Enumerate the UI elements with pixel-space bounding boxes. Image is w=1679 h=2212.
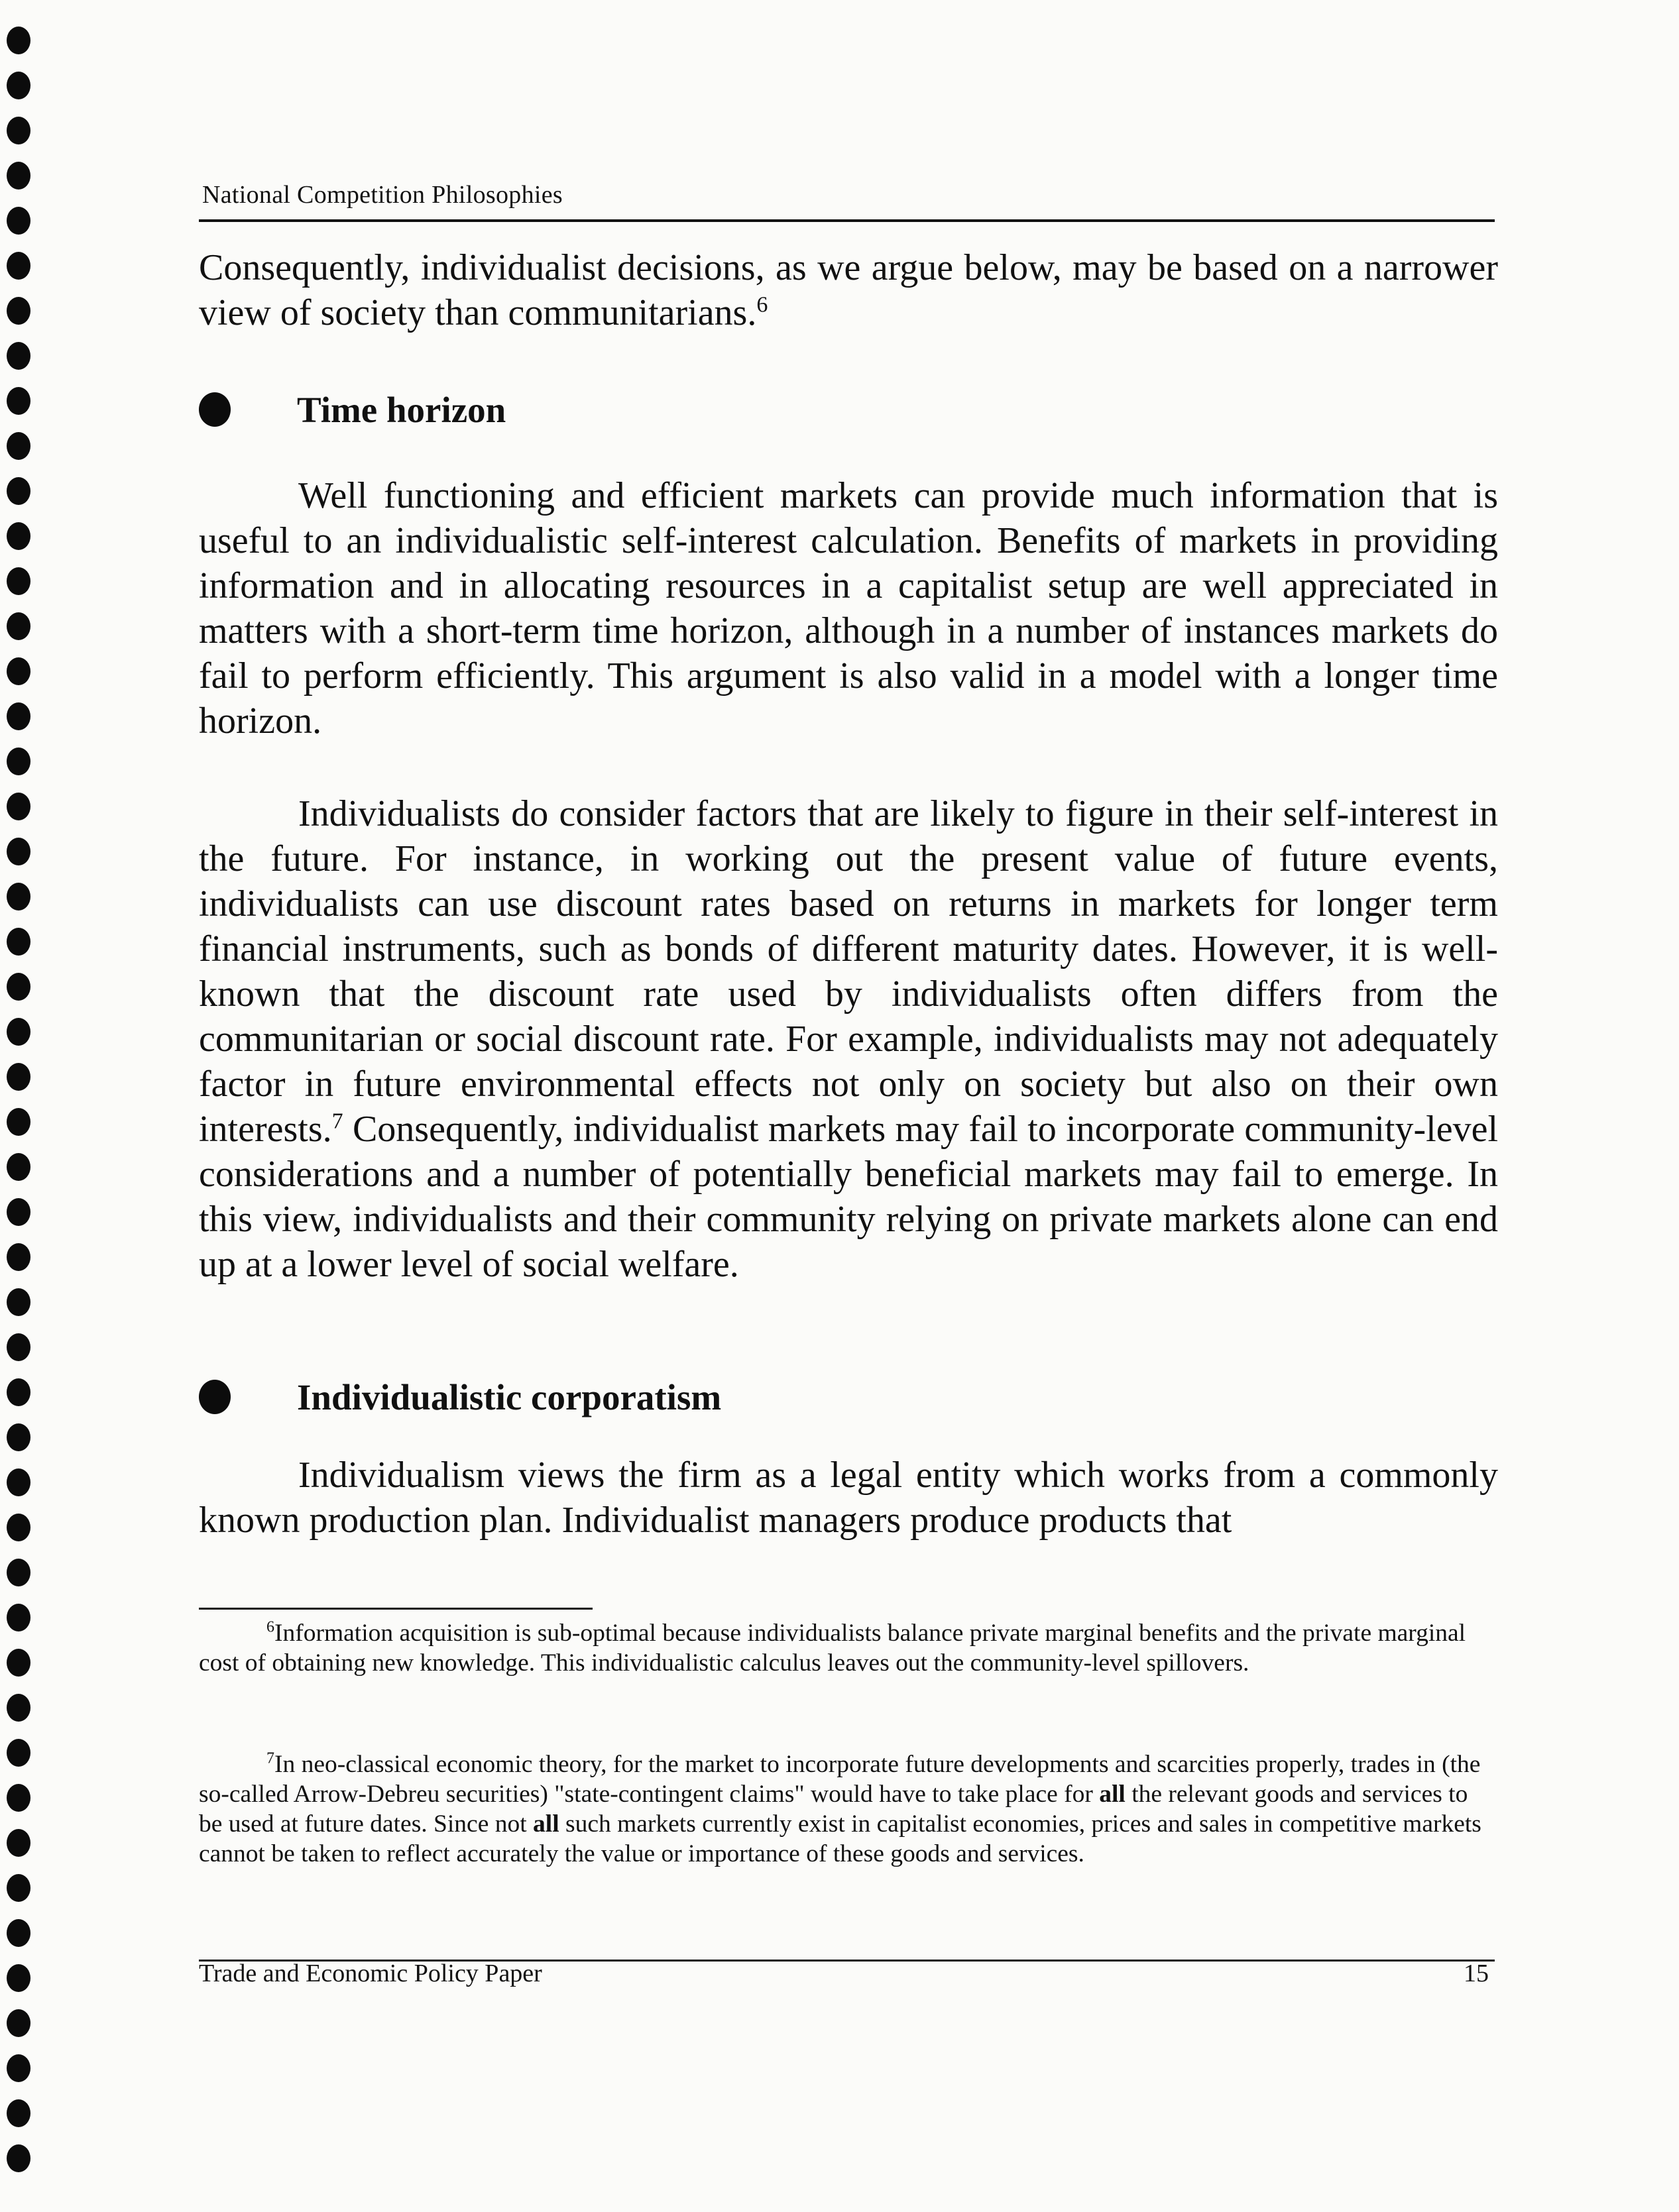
footnote-text: such markets currently exist in capitalist economies, prices and sales in competitive markets cannot be taken to reflect accurately the value or importance of these goods and services. [199, 1810, 1481, 1867]
binding-hole [7, 1153, 30, 1181]
section-title: Individualistic corporatism [297, 1376, 722, 1417]
binding-hole [7, 432, 30, 460]
binding-hole [7, 297, 30, 325]
binding-hole [7, 747, 30, 775]
binding-hole [7, 1694, 30, 1722]
binding-hole [7, 793, 30, 820]
bullet-icon [199, 392, 231, 427]
running-header: National Competition Philosophies [202, 181, 563, 209]
binding-hole [7, 342, 30, 370]
footnote-emphasis: all [1099, 1781, 1126, 1808]
footnote-mark: 7 [266, 1749, 274, 1767]
footer-publication: Trade and Economic Policy Paper [199, 1960, 542, 1987]
paragraph-text: Consequently, individualist markets may fail to incorporate community-level considerations and a number of potentially beneficial markets may fail to emerge. In this view, individualists and their community relying on private markets alone can end up at a lower level of social welfare. [199, 1109, 1498, 1285]
binding-hole [7, 1468, 30, 1496]
binding-hole [7, 973, 30, 1001]
binding-hole [7, 1604, 30, 1631]
binding-hole [7, 117, 30, 144]
binding-hole [7, 612, 30, 640]
footnote-emphasis: all [533, 1810, 559, 1838]
binding-hole [7, 162, 30, 190]
footnote-mark: 6 [266, 1618, 274, 1636]
binding-hole [7, 928, 30, 956]
footnote-text: Information acquisition is sub-optimal because individualists balance private marginal benefits and the private marginal cost of obtaining new knowledge. This individualistic calculus leaves out the community-level spillovers. [199, 1620, 1466, 1677]
binding-hole [7, 838, 30, 865]
binding-holes [0, 27, 42, 2200]
footnote-text: In neo-classical economic theory, for the market to incorporate future developments and scarcities properly, trades in (the so-called Arrow-Debreu securities) "state-contingent claims" would have to take place for [199, 1751, 1481, 1808]
binding-hole [7, 2144, 30, 2172]
binding-hole [7, 477, 30, 505]
footnote-ref-7: 7 [331, 1109, 343, 1134]
binding-hole [7, 567, 30, 595]
intro-text: Consequently, individualist decisions, as we argue below, may be based on a narrower view of society than communitarians. [199, 247, 1498, 333]
binding-hole [7, 702, 30, 730]
section-heading-time-horizon [199, 386, 506, 433]
footnote-text: the relevant goods and services to be used at future dates. Since not [199, 1781, 1468, 1838]
bullet-icon [199, 1380, 231, 1414]
footnote-separator [199, 1608, 593, 1610]
binding-hole [7, 207, 30, 235]
binding-hole [7, 1964, 30, 1992]
binding-hole [7, 27, 30, 54]
binding-hole [7, 1018, 30, 1046]
paragraph-discount-rates [199, 791, 1498, 1287]
binding-hole [7, 1423, 30, 1451]
binding-hole [7, 1514, 30, 1541]
paragraph-markets: Well functioning and efficient markets can provide much information that is useful to an individualistic self-interest calculation. Benefits of markets in providing information and in allocating resources in a capitalist setup are well appreciated in matters with a short-term time horizon, although in a number of instances markets do fail to perform efficiently. This argument is also valid in a model with a longer time horizon. [199, 475, 1498, 742]
binding-hole [7, 883, 30, 911]
binding-hole [7, 2054, 30, 2082]
binding-hole [7, 1108, 30, 1136]
binding-hole [7, 1784, 30, 1812]
binding-hole [7, 1198, 30, 1226]
section-heading-individualistic-corporatism [199, 1374, 721, 1420]
binding-hole [7, 2099, 30, 2127]
binding-hole [7, 1739, 30, 1767]
footnote-7 [199, 1749, 1481, 1869]
paragraph-firm: Individualism views the firm as a legal entity which works from a commonly known production plan. Individualist managers produce products that [199, 1455, 1498, 1541]
footnote-ref-6: 6 [756, 292, 768, 317]
binding-hole [7, 1559, 30, 1586]
binding-hole [7, 1649, 30, 1677]
intro-paragraph [199, 245, 1498, 335]
binding-hole [7, 1288, 30, 1316]
binding-hole [7, 72, 30, 99]
page-number: 15 [1464, 1960, 1489, 1987]
section-title: Time horizon [297, 389, 506, 430]
binding-hole [7, 1874, 30, 1902]
binding-hole [7, 387, 30, 415]
footnote-6 [199, 1618, 1481, 1678]
binding-hole [7, 1333, 30, 1361]
binding-hole [7, 522, 30, 550]
binding-hole [7, 657, 30, 685]
binding-hole [7, 2009, 30, 2037]
header-rule [199, 219, 1495, 222]
binding-hole [7, 1378, 30, 1406]
binding-hole [7, 1919, 30, 1947]
binding-hole [7, 252, 30, 280]
binding-hole [7, 1063, 30, 1091]
binding-hole [7, 1243, 30, 1271]
paragraph-text: Individualists do consider factors that are likely to figure in their self-interest in the future. For instance, in working out the present value of future events, individualists can use discount rates based on returns in markets for longer term financial instruments, such as bonds of different maturity dates. However, it is well-known that the discount rate used by individualists often differs from the communitarian or social discount rate. For example, individualists may not adequately factor in future environmental effects not only on society but also on their own interests. [199, 793, 1498, 1150]
binding-hole [7, 1829, 30, 1857]
